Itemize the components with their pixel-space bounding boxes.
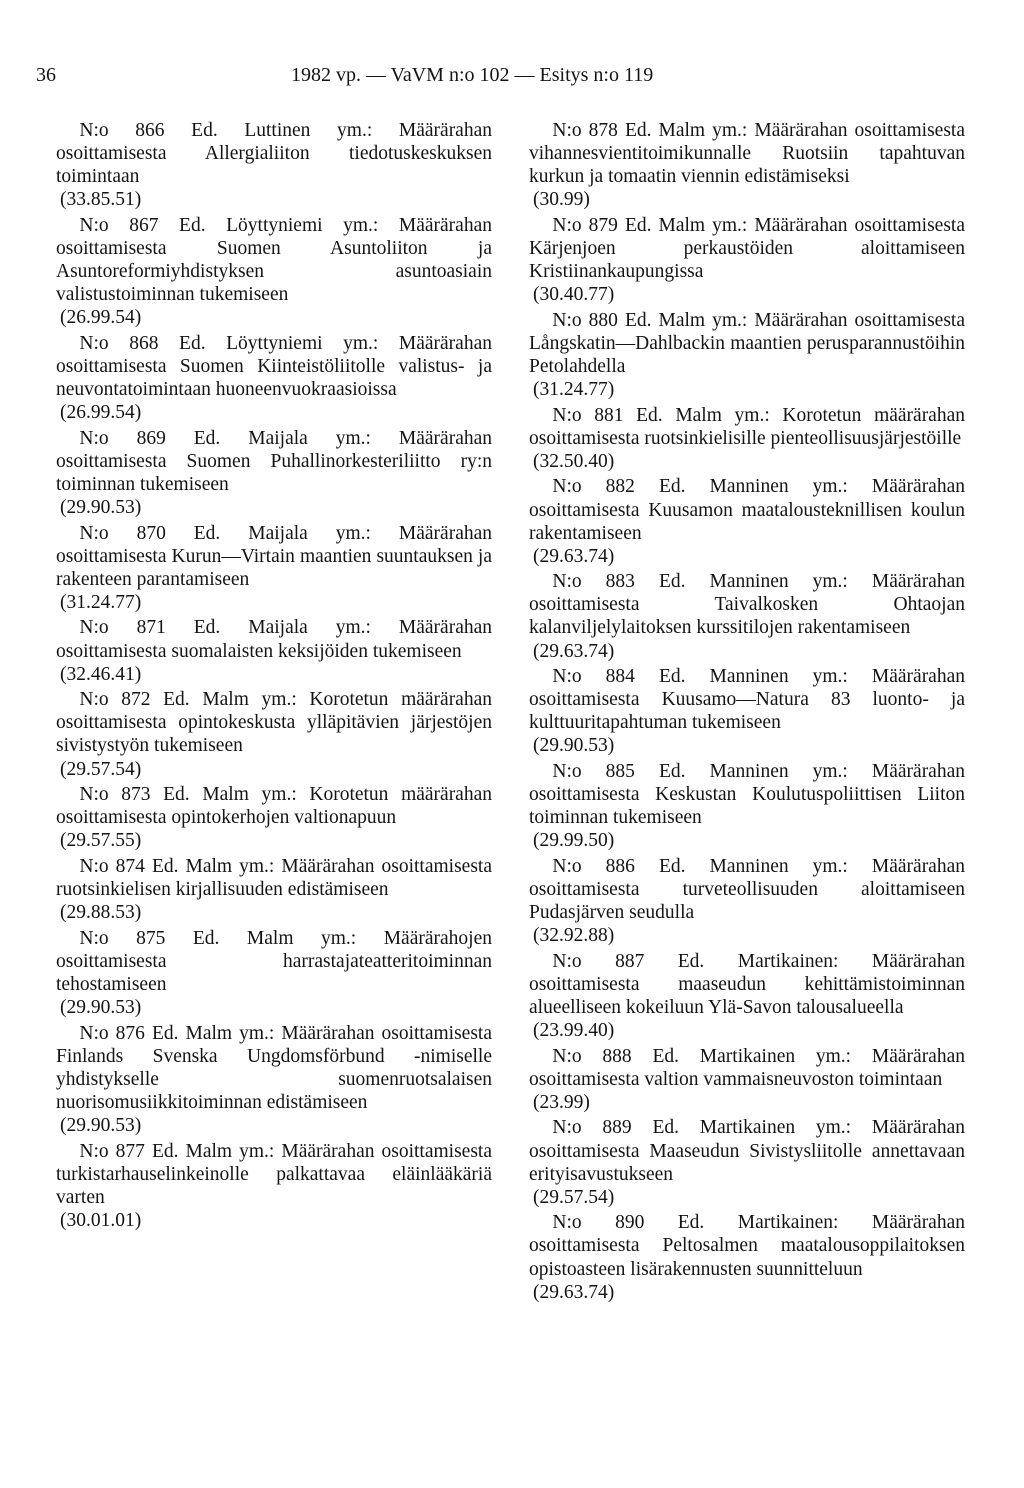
page-header xyxy=(36,60,996,90)
motion-text: N:o 878 Ed. Malm ym.: Määrärahan osoittamisesta vihannesvientitoimikunnalle Ruotsiin tapahtuvan kurkun ja tomaatin viennin edistämiseksi xyxy=(529,120,965,188)
left-column xyxy=(56,119,492,1234)
budget-item-number: (32.50.40) xyxy=(533,450,615,472)
motion-entry xyxy=(529,214,965,306)
motion-entry xyxy=(56,1022,492,1137)
motion-text: N:o 889 Ed. Martikainen ym.: Määrärahan osoittamisesta Maaseudun Sivistysliitolle annettavaan erityisavustukseen xyxy=(529,1117,965,1185)
motion-entry xyxy=(529,1211,965,1303)
motion-entry xyxy=(56,214,492,329)
motion-entry xyxy=(529,760,965,852)
motion-text: N:o 875 Ed. Malm ym.: Määrärahojen osoittamisesta harrastajateatteritoiminnan tehostamiseen xyxy=(56,927,492,995)
motion-entry xyxy=(529,950,965,1042)
motion-entry xyxy=(56,688,492,780)
budget-item-number: (29.57.54) xyxy=(60,758,142,780)
motion-entry xyxy=(529,855,965,947)
motion-entry xyxy=(56,427,492,519)
motion-text: N:o 868 Ed. Löyttyniemi ym.: Määrärahan osoittamisesta Suomen Kiinteistöliitolle valistus- ja neuvontatoimintaan huoneenvuokraasioissa xyxy=(56,332,492,401)
budget-item-number: (32.92.88) xyxy=(533,925,615,947)
budget-item-number: (23.99) xyxy=(533,1091,590,1113)
budget-item-number: (29.63.74) xyxy=(533,640,615,662)
budget-item-number: (26.99.54) xyxy=(60,402,142,424)
motion-text: N:o 890 Ed. Martikainen: Määrärahan osoittamisesta Peltosalmen maatalousoppilaitoksen opistoasteen lisärakennusten suunnitteluun xyxy=(529,1212,965,1280)
motion-entry xyxy=(529,1045,965,1114)
motion-entry xyxy=(56,616,492,685)
budget-item-number: (23.99.40) xyxy=(533,1020,615,1042)
budget-item-number: (31.24.77) xyxy=(60,591,142,613)
motion-entry xyxy=(56,119,492,211)
budget-item-number: (29.90.53) xyxy=(60,996,142,1018)
motion-entry xyxy=(529,404,965,473)
motion-entry xyxy=(529,309,965,401)
motion-entry xyxy=(56,855,492,924)
right-column xyxy=(529,119,965,1306)
motion-entry xyxy=(56,522,492,614)
motion-text: N:o 870 Ed. Maijala ym.: Määrärahan osoittamisesta Kurun—Virtain maantien suuntauksen ja rakenteen parantamiseen xyxy=(56,522,492,590)
budget-item-number: (31.24.77) xyxy=(533,379,615,401)
budget-item-number: (30.99) xyxy=(533,189,590,211)
motion-text: N:o 877 Ed. Malm ym.: Määrärahan osoittamisesta turkistarhauselinkeinolle palkattavaa eläinlääkäriä varten xyxy=(56,1140,492,1208)
motion-text: N:o 887 Ed. Martikainen: Määrärahan osoittamisesta maaseudun kehittämistoiminnan alueelliseen kokeiluun Ylä-Savon talousalueella xyxy=(529,950,965,1018)
motion-text: N:o 873 Ed. Malm ym.: Korotetun määrärahan osoittamisesta opintokerhojen valtionapuun xyxy=(56,784,492,829)
motion-text: N:o 872 Ed. Malm ym.: Korotetun määrärahan osoittamisesta opintokeskusta ylläpitävien järjestöjen sivistystyön tukemiseen xyxy=(56,689,492,757)
motion-entry xyxy=(56,927,492,1019)
budget-item-number: (29.99.50) xyxy=(533,830,615,852)
motion-entry xyxy=(56,1140,492,1232)
running-title: 1982 vp. — VaVM n:o 102 — Esitys n:o 119 xyxy=(291,64,654,86)
motion-text: N:o 871 Ed. Maijala ym.: Määrärahan osoittamisesta suomalaisten keksijöiden tukemiseen xyxy=(56,617,492,662)
budget-item-number: (29.63.74) xyxy=(533,1281,615,1303)
budget-item-number: (29.57.54) xyxy=(533,1186,615,1208)
motion-entry xyxy=(56,783,492,852)
budget-item-number: (29.90.53) xyxy=(533,735,615,757)
budget-item-number: (29.88.53) xyxy=(60,902,142,924)
budget-item-number: (32.46.41) xyxy=(60,663,142,685)
motion-text: N:o 882 Ed. Manninen ym.: Määrärahan osoittamisesta Kuusamon maatalousteknillisen koulun rakentamiseen xyxy=(529,476,965,544)
motion-text: N:o 888 Ed. Martikainen ym.: Määrärahan osoittamisesta valtion vammaisneuvoston toimintaan xyxy=(529,1045,965,1090)
motion-text: N:o 876 Ed. Malm ym.: Määrärahan osoittamisesta Finlands Svenska Ungdomsförbund -nimiselle yhdistykselle suomenruotsalaisen nuorisomusiikkitoiminnan edistämiseen xyxy=(56,1022,492,1113)
motion-entry xyxy=(56,332,492,424)
budget-item-number: (29.63.74) xyxy=(533,545,615,567)
motion-entry xyxy=(529,119,965,211)
motion-text: N:o 867 Ed. Löyttyniemi ym.: Määrärahan osoittamisesta Suomen Asuntoliiton ja Asuntoreformiyhdistyksen asuntoasiain valistustoiminnan tukemiseen xyxy=(56,214,492,306)
motion-text: N:o 886 Ed. Manninen ym.: Määrärahan osoittamisesta turveteollisuuden aloittamiseen Pudasjärven seudulla xyxy=(529,855,965,924)
page-number: 36 xyxy=(36,64,56,86)
motion-text: N:o 880 Ed. Malm ym.: Määrärahan osoittamisesta Långskatin—Dahlbackin maantien perusparannustöihin Petolahdella xyxy=(529,309,965,377)
motion-text: N:o 884 Ed. Manninen ym.: Määrärahan osoittamisesta Kuusamo—Natura 83 luonto- ja kulttuuritapahtuman tukemiseen xyxy=(529,666,965,734)
motion-entry xyxy=(529,665,965,757)
motion-entry xyxy=(529,475,965,567)
motion-text: N:o 879 Ed. Malm ym.: Määrärahan osoittamisesta Kärjenjoen perkaustöiden aloittamiseen Kristiinankaupungissa xyxy=(529,214,965,283)
budget-item-number: (33.85.51) xyxy=(60,189,142,211)
budget-item-number: (30.01.01) xyxy=(60,1209,142,1231)
budget-item-number: (29.90.53) xyxy=(60,1114,142,1136)
budget-item-number: (30.40.77) xyxy=(533,284,615,306)
motion-text: N:o 881 Ed. Malm ym.: Korotetun määrärahan osoittamisesta ruotsinkielisille pienteollisuusjärjestöille xyxy=(529,404,965,449)
motion-text: N:o 874 Ed. Malm ym.: Määrärahan osoittamisesta ruotsinkielisen kirjallisuuden edistämiseen xyxy=(56,855,492,900)
motion-text: N:o 885 Ed. Manninen ym.: Määrärahan osoittamisesta Keskustan Koulutuspoliittisen Liiton toiminnan tukemiseen xyxy=(529,761,965,829)
budget-item-number: (29.90.53) xyxy=(60,497,142,518)
motion-entry xyxy=(529,1116,965,1208)
motion-entry xyxy=(529,570,965,662)
motion-text: N:o 869 Ed. Maijala ym.: Määrärahan osoittamisesta Suomen Puhallinorkesteriliitto ry:n toiminnan tukemiseen xyxy=(56,427,492,495)
motion-text: N:o 883 Ed. Manninen ym.: Määrärahan osoittamisesta Taivalkosken Ohtaojan kalanviljelylaitoksen kurssitilojen rakentamiseen xyxy=(529,571,965,639)
motion-text: N:o 866 Ed. Luttinen ym.: Määrärahan osoittamisesta Allergialiiton tiedotuskeskuksen toimintaan xyxy=(56,120,492,188)
budget-item-number: (29.57.55) xyxy=(60,830,142,852)
budget-item-number: (26.99.54) xyxy=(60,307,142,329)
